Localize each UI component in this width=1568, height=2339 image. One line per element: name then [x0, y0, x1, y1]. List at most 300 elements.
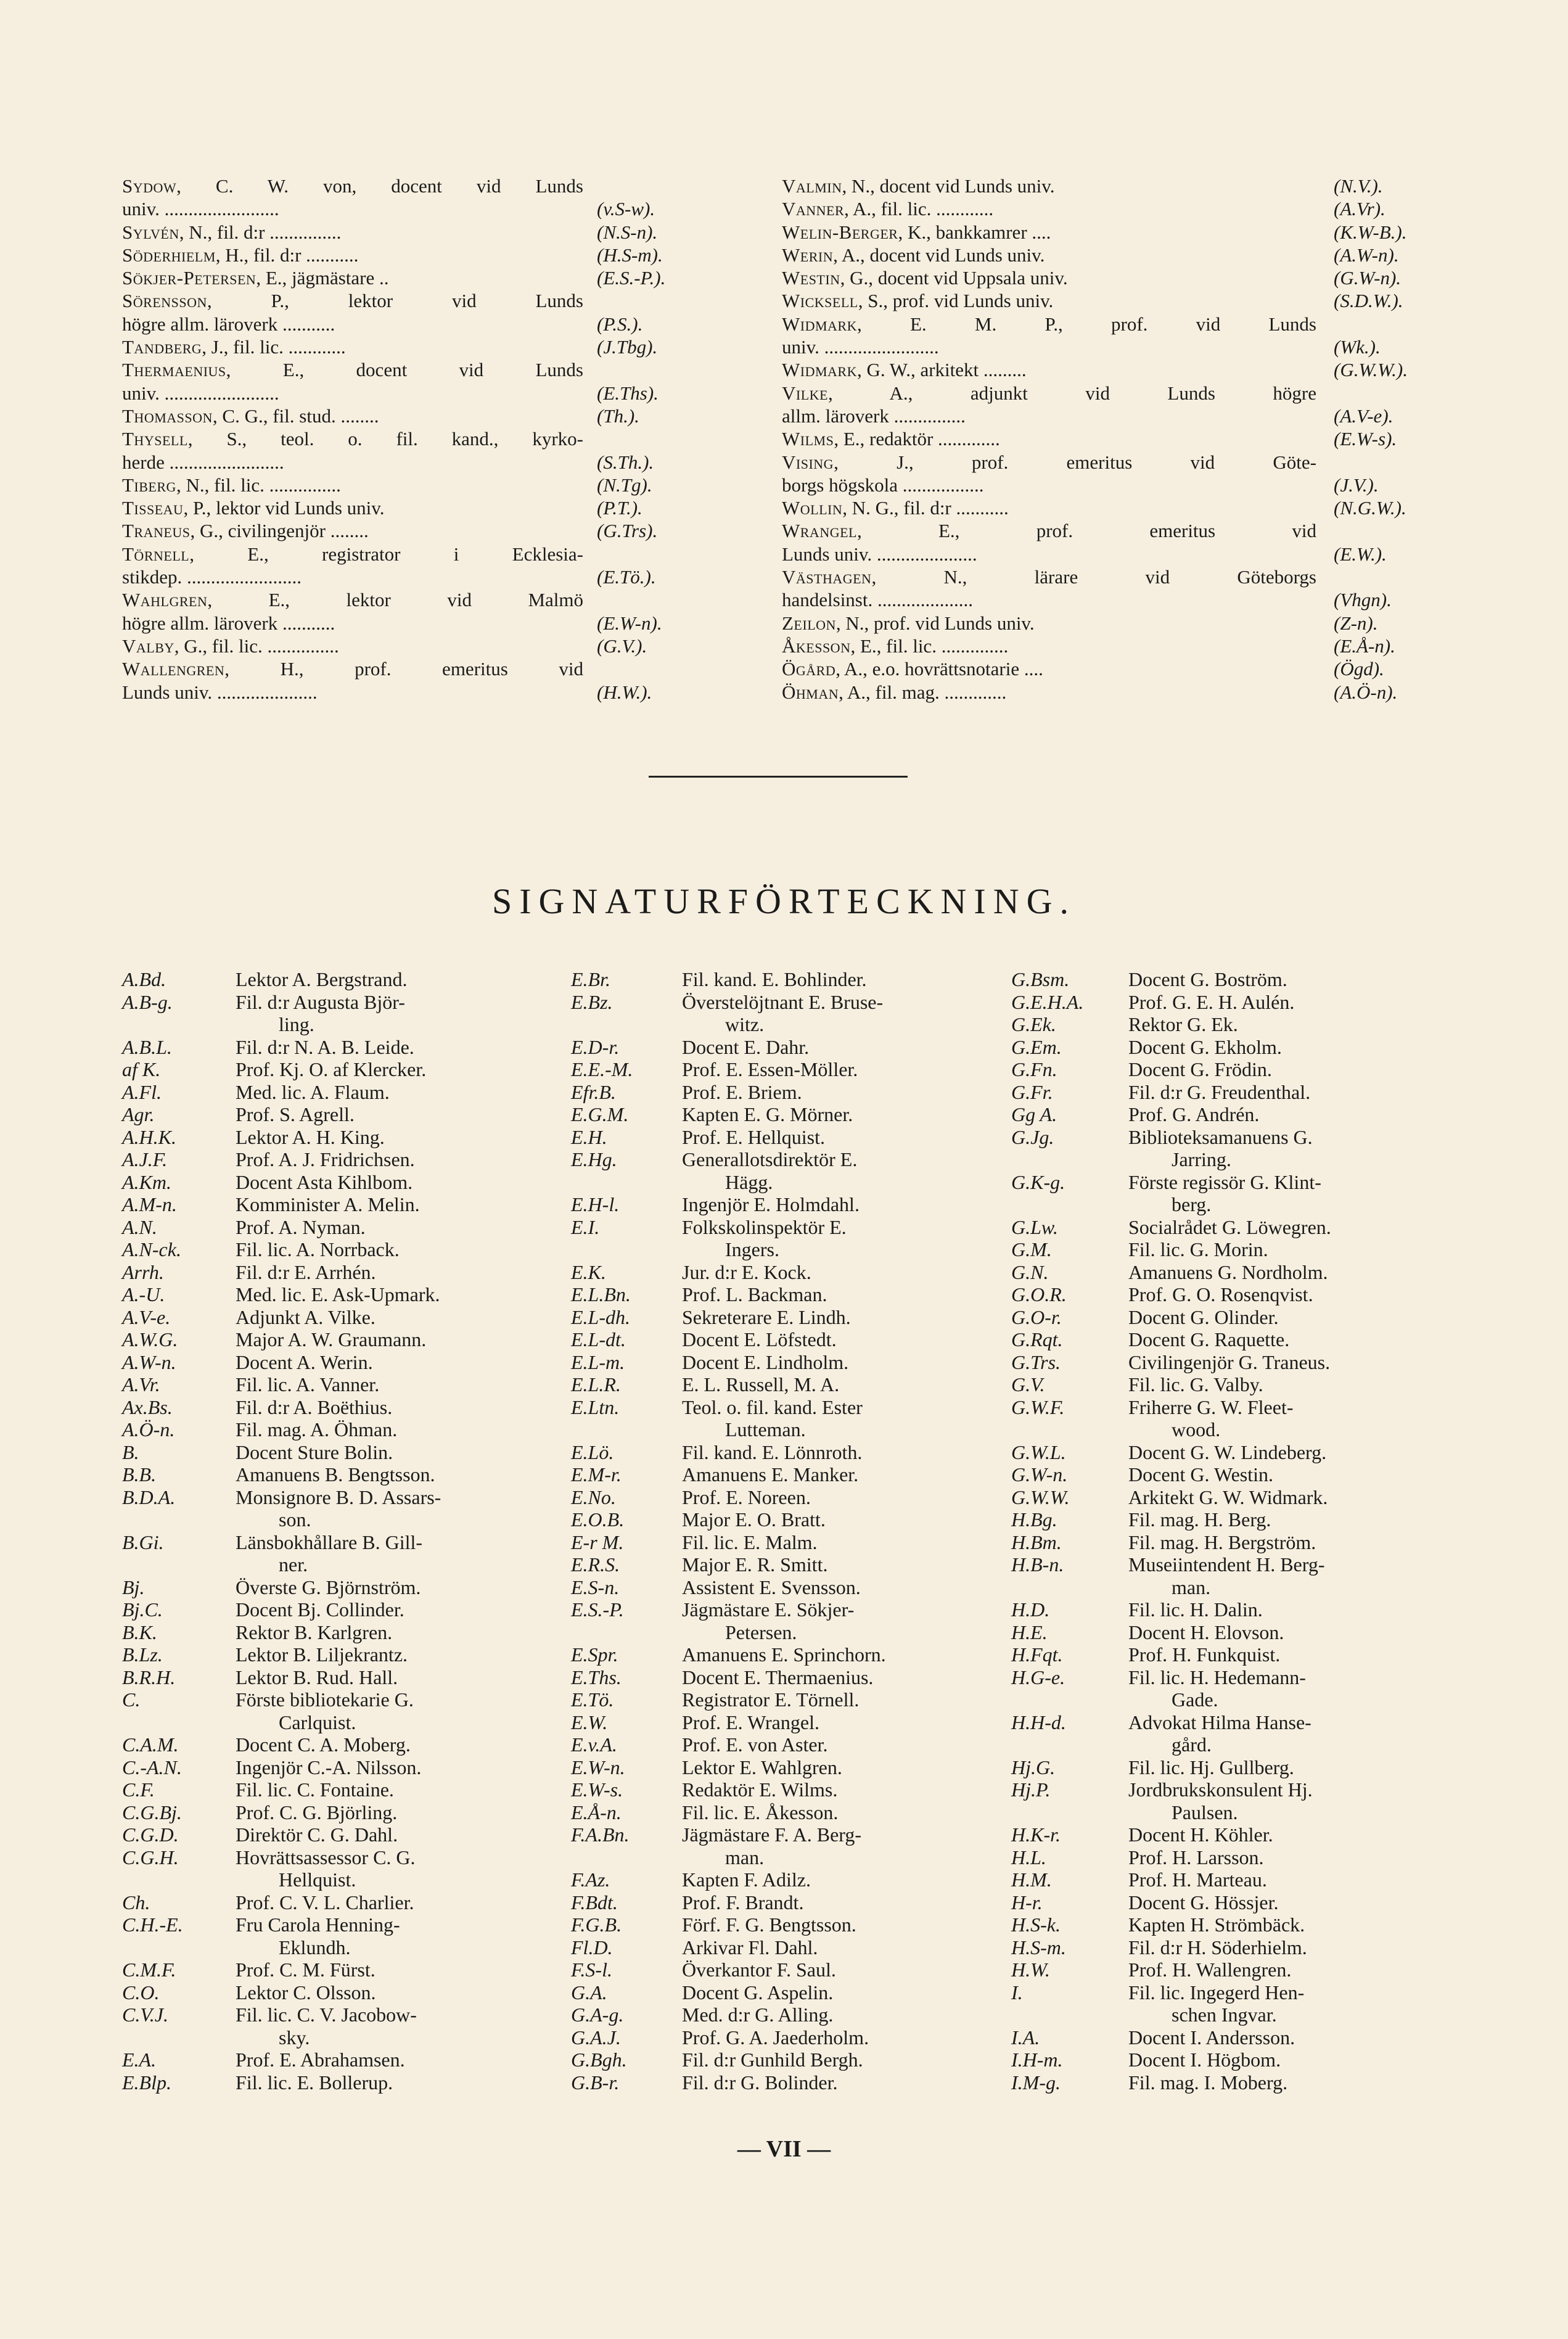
- signature-name-line: Prof. C. G. Björling.: [236, 1801, 398, 1823]
- contributor-text: [122, 543, 583, 589]
- signature-name-line: Amanuens E. Sprinchorn.: [682, 1643, 886, 1666]
- signature-abbreviation: Hj.P.: [1011, 1778, 1051, 1801]
- signature-entry: [122, 1036, 551, 1059]
- signature-abbreviation: B.K.: [122, 1621, 157, 1643]
- signature-entry: [571, 1486, 1003, 1509]
- signature-name-line: Socialrådet G. Löwegren.: [1128, 1215, 1331, 1238]
- contributor-text: [782, 496, 1316, 519]
- contributor-text: [122, 358, 583, 405]
- signature-name-line: Petersen.: [725, 1621, 797, 1643]
- signature-name: [1128, 1283, 1443, 1306]
- signature-abbreviation: E.H.: [571, 1125, 607, 1148]
- signature-name-line: Prof. E. Essen-Möller.: [682, 1058, 858, 1080]
- signature-abbreviation: C.: [122, 1688, 141, 1711]
- signature-name: [1128, 1959, 1443, 1981]
- contributor-signature: (N.G.W.).: [1334, 497, 1406, 519]
- signature-abbreviation: E.W-s.: [571, 1778, 623, 1801]
- signature-entry: [1011, 2071, 1443, 2094]
- signature-name: [682, 1914, 1003, 1936]
- contributor-text: [782, 313, 1316, 359]
- signature-name: [682, 2004, 1003, 2026]
- signature-abbreviation: H.E.: [1011, 1621, 1048, 1643]
- signature-abbreviation: G.W-n.: [1011, 1463, 1068, 1486]
- signature-entry: [1011, 1283, 1443, 1306]
- signature-entry: [571, 1261, 1003, 1284]
- signature-abbreviation: H.Fqt.: [1011, 1643, 1063, 1666]
- signature-name-line: Docent G. Hössjer.: [1128, 1891, 1279, 1914]
- signature-entry: [571, 1801, 1003, 1824]
- signature-name-line: Med. lic. E. Ask-Upmark.: [236, 1283, 440, 1305]
- signature-name-line: Förf. F. G. Bengtsson.: [682, 1914, 856, 1936]
- signature-name: [682, 1328, 1003, 1351]
- contributor-text: [122, 335, 583, 358]
- signature-entry: [1011, 1351, 1443, 1374]
- contributor-surname: Westin: [782, 267, 840, 289]
- signature-name: [1128, 1711, 1443, 1756]
- signature-abbreviation: Arrh.: [122, 1260, 164, 1283]
- signature-abbreviation: C.H.-E.: [122, 1914, 183, 1936]
- contributor-text: [782, 244, 1316, 266]
- signature-abbreviation: E.D-r.: [571, 1035, 620, 1058]
- signature-name: [1128, 2071, 1443, 2094]
- signature-abbreviation: G.K-g.: [1011, 1170, 1065, 1193]
- signature-name: [682, 1959, 1003, 1981]
- signature-abbreviation: B.: [122, 1441, 139, 1463]
- signature-name-line: Fil. lic. A. Vanner.: [236, 1373, 380, 1396]
- signature-abbreviation: H.L.: [1011, 1846, 1046, 1868]
- contributor-line: Wallengren, H., prof. emeritus vid: [122, 658, 583, 680]
- contributor-surname: Zeilon: [782, 612, 836, 634]
- signature-entry: [122, 1733, 551, 1756]
- signature-abbreviation: I.H-m.: [1011, 2049, 1063, 2071]
- signature-entry: [571, 1868, 1003, 1891]
- signature-entry: [122, 1486, 551, 1531]
- contributor-entry: [122, 405, 711, 427]
- contributor-signature: (J.Tbg).: [597, 336, 658, 358]
- signature-abbreviation: G.O.R.: [1011, 1283, 1067, 1305]
- signature-name-line: Teol. o. fil. kand. Ester: [682, 1396, 863, 1418]
- signature-name-line: Ingers.: [725, 1238, 779, 1260]
- contributor-line: Öhman, A., fil. mag. .............: [782, 681, 1007, 703]
- signature-abbreviation: E.M-r.: [571, 1463, 622, 1486]
- contributor-text: [782, 565, 1316, 612]
- signature-name-line: Lektor C. Olsson.: [236, 1981, 376, 2004]
- contributor-entry: [122, 588, 711, 635]
- signature-name: [682, 2026, 1003, 2049]
- contributor-entry: [782, 382, 1435, 428]
- signature-abbreviation: B.D.A.: [122, 1486, 176, 1508]
- contributor-line: Thysell, S., teol. o. fil. kand., kyrko-: [122, 428, 583, 450]
- contributor-signature: (S.Th.).: [597, 451, 654, 473]
- contributor-line: Tandberg, J., fil. lic. ............: [122, 336, 346, 358]
- signature-name: [682, 1778, 1003, 1801]
- signature-abbreviation: G.W.F.: [1011, 1396, 1065, 1418]
- signature-name-line: Kapten H. Strömbäck.: [1128, 1914, 1305, 1936]
- signature-abbreviation: Bj.: [122, 1576, 145, 1598]
- signature-entry: [571, 1463, 1003, 1486]
- signature-abbreviation: A.M-n.: [122, 1193, 177, 1215]
- signature-name-line: Prof. H. Wallengren.: [1128, 1959, 1292, 1981]
- signature-abbreviation: A.Fl.: [122, 1080, 162, 1103]
- contributor-text: [122, 657, 583, 704]
- signature-name: [1128, 1081, 1443, 1104]
- contributor-line: Thermaenius, E., docent vid Lunds: [122, 359, 583, 381]
- signature-abbreviation: E.K.: [571, 1260, 606, 1283]
- signature-entry: [1011, 1103, 1443, 1126]
- signature-entry: [122, 1171, 551, 1194]
- signature-name: [1128, 1508, 1443, 1531]
- signature-entry: [122, 1598, 551, 1621]
- signature-entry: [122, 1463, 551, 1486]
- signature-name: [682, 1373, 1003, 1396]
- signature-entry: [571, 1531, 1003, 1554]
- signature-name-line: Fil. lic. E. Bollerup.: [236, 2071, 393, 2094]
- signature-entry: [1011, 1508, 1443, 1531]
- signature-abbreviation: A.B.L.: [122, 1035, 172, 1058]
- signature-name: [236, 1846, 551, 1891]
- contributor-entry: [782, 635, 1435, 657]
- signature-name: [236, 1914, 551, 1959]
- contributor-signature: (N.Tg).: [597, 474, 652, 496]
- signature-name: [236, 1688, 551, 1733]
- signature-entry: [571, 1576, 1003, 1599]
- signature-name-line: Prof. G. E. H. Aulén.: [1128, 990, 1295, 1013]
- signature-entry: [1011, 1036, 1443, 1059]
- contributor-entry: [122, 496, 711, 519]
- contributor-surname: Wrangel: [782, 520, 857, 542]
- signature-name: [682, 1283, 1003, 1306]
- signature-name: [682, 1441, 1003, 1464]
- signature-name: [682, 2049, 1003, 2071]
- signature-name: [236, 1778, 551, 1801]
- signature-entry: [1011, 1914, 1443, 1936]
- signature-entry: [1011, 1463, 1443, 1486]
- signature-name: [682, 1531, 1003, 1554]
- signature-name: [682, 1081, 1003, 1104]
- signature-name-line: Prof. C. V. L. Charlier.: [236, 1891, 414, 1914]
- signature-name-line: Arkivar Fl. Dahl.: [682, 1936, 818, 1959]
- signature-entry: [1011, 1846, 1443, 1869]
- signature-abbreviation: A.Km.: [122, 1170, 171, 1193]
- contributor-surname: Vising: [782, 451, 834, 473]
- signature-entry: [571, 991, 1003, 1036]
- contributor-surname: Törnell: [122, 543, 190, 565]
- signature-name: [1128, 1868, 1443, 1891]
- signature-abbreviation: E.L-dt.: [571, 1328, 626, 1350]
- signature-name: [236, 1103, 551, 1126]
- signature-entry: [122, 1778, 551, 1801]
- signature-entry: [122, 1261, 551, 1284]
- contributor-signature: (v.S-w).: [597, 198, 655, 220]
- signature-name: [236, 2049, 551, 2071]
- signature-name: [682, 1553, 1003, 1576]
- signature-abbreviation: F.S-l.: [571, 1959, 612, 1981]
- signature-name: [682, 1891, 1003, 1914]
- signature-name: [682, 1576, 1003, 1599]
- signature-name-line: Jägmästare F. A. Berg-: [682, 1823, 862, 1846]
- contributor-surname: Widmark: [782, 359, 857, 381]
- contributor-text: [782, 451, 1316, 497]
- signature-entry: [1011, 1261, 1443, 1284]
- contributor-entry: [122, 543, 711, 589]
- contributor-entry: [122, 519, 711, 542]
- signature-abbreviation: H.G-e.: [1011, 1666, 1065, 1688]
- contributor-signature: (G.Trs).: [597, 520, 658, 542]
- signature-name: [1128, 1486, 1443, 1509]
- signature-name-line: Fil. lic. H. Hedemann-: [1128, 1666, 1306, 1688]
- signature-name-line: Prof. E. Noreen.: [682, 1486, 811, 1508]
- signature-abbreviation: E-r M.: [571, 1531, 624, 1553]
- signature-name-line: Docent G. Ekholm.: [1128, 1035, 1282, 1058]
- contributor-entry: [782, 244, 1435, 266]
- signature-entry: [122, 1688, 551, 1733]
- signature-entry: [571, 1711, 1003, 1734]
- signature-abbreviation: Efr.B.: [571, 1080, 616, 1103]
- contributor-text: [122, 405, 583, 427]
- signature-name-line: Fru Carola Henning-: [236, 1914, 400, 1936]
- contributor-signature: (E.W.).: [1334, 543, 1387, 565]
- signature-name: [236, 1216, 551, 1239]
- signature-name-line: Rektor G. Ek.: [1128, 1013, 1238, 1035]
- signature-name: [682, 1351, 1003, 1374]
- signature-entry: [1011, 1126, 1443, 1171]
- signature-name: [1128, 1891, 1443, 1914]
- signature-name-line: Fil. d:r E. Arrhén.: [236, 1260, 376, 1283]
- signature-abbreviation: A.B-g.: [122, 990, 173, 1013]
- signature-entry: [571, 1643, 1003, 1666]
- signature-name-line: Fil. d:r G. Freudenthal.: [1128, 1080, 1311, 1103]
- signature-entry: [122, 1103, 551, 1126]
- signature-name-line: Kapten E. G. Mörner.: [682, 1103, 853, 1125]
- signature-name-line: Museiintendent H. Berg-: [1128, 1553, 1325, 1576]
- signature-entry: [571, 1126, 1003, 1149]
- signature-name-line: Friherre G. W. Fleet-: [1128, 1396, 1294, 1418]
- signature-name-line: Docent Bj. Collinder.: [236, 1598, 404, 1621]
- signature-name: [682, 1643, 1003, 1666]
- signature-column-2: [571, 968, 1003, 2094]
- signature-name-line: Amanuens E. Manker.: [682, 1463, 859, 1486]
- contributor-surname: Valby: [122, 635, 174, 657]
- contributor-line: Åkesson, E., fil. lic. ..............: [782, 635, 1009, 657]
- signature-abbreviation: B.Gi.: [122, 1531, 164, 1553]
- signature-entry: [122, 2004, 551, 2049]
- contributor-entry: [782, 427, 1435, 450]
- signature-abbreviation: F.G.B.: [571, 1914, 622, 1936]
- contributor-line: Valmin, N., docent vid Lunds univ.: [782, 175, 1055, 197]
- signature-abbreviation: G.W.L.: [1011, 1441, 1066, 1463]
- signature-entry: [571, 1081, 1003, 1104]
- signature-entry: [122, 991, 551, 1036]
- contributor-signature: (E.Tö.).: [597, 566, 656, 588]
- contributor-surname: Wicksell: [782, 290, 858, 312]
- signature-name: [1128, 1823, 1443, 1846]
- signature-name: [236, 1576, 551, 1599]
- signature-name-line: Prof. L. Backman.: [682, 1283, 827, 1305]
- contributor-entry: [782, 358, 1435, 381]
- contributor-text: [122, 175, 583, 221]
- contributor-line: Vanner, A., fil. lic. ............: [782, 198, 994, 220]
- contributor-surname: Tisseau: [122, 497, 184, 519]
- contributor-line: Werin, A., docent vid Lunds univ.: [782, 244, 1045, 266]
- contributor-entry: [782, 175, 1435, 197]
- signature-entry: [571, 1373, 1003, 1396]
- signature-entry: [122, 1126, 551, 1149]
- contributor-line: Tisseau, P., lektor vid Lunds univ.: [122, 497, 385, 519]
- contributor-line: Traneus, G., civilingenjör ........: [122, 520, 369, 542]
- signature-name: [236, 1959, 551, 1981]
- signature-abbreviation: Gg A.: [1011, 1103, 1057, 1125]
- signature-abbreviation: C.V.J.: [122, 2004, 168, 2026]
- signature-entry: [122, 1081, 551, 1104]
- signature-name: [236, 1733, 551, 1756]
- signature-name-line: berg.: [1172, 1193, 1212, 1215]
- signature-name-line: Docent G. Westin.: [1128, 1463, 1274, 1486]
- contributor-surname: Sökjer-Petersen: [122, 267, 257, 289]
- contributor-entry: [782, 221, 1435, 244]
- signature-name-line: Redaktör E. Wilms.: [682, 1778, 838, 1801]
- signature-abbreviation: E.Lö.: [571, 1441, 614, 1463]
- contributor-signature: (Z-n).: [1334, 612, 1378, 634]
- signature-name: [1128, 1396, 1443, 1441]
- signature-entry: [571, 1306, 1003, 1329]
- signature-abbreviation: Ch.: [122, 1891, 150, 1914]
- contributor-signature: (Wk.).: [1334, 336, 1381, 358]
- signature-name-line: Ingenjör E. Holmdahl.: [682, 1193, 860, 1215]
- contributor-text: [122, 588, 583, 635]
- signature-abbreviation: E.No.: [571, 1486, 616, 1508]
- contributor-line: univ. ........................: [122, 382, 279, 404]
- contributor-entry: [122, 335, 711, 358]
- signature-abbreviation: H.D.: [1011, 1598, 1050, 1621]
- signature-name-line: gård.: [1172, 1733, 1212, 1756]
- signature-name: [236, 1463, 551, 1486]
- signature-name-line: Prof. Kj. O. af Klercker.: [236, 1058, 427, 1080]
- signature-name: [1128, 1013, 1443, 1036]
- contributor-surname: Tandberg: [122, 336, 202, 358]
- signature-entry: [1011, 1666, 1443, 1711]
- signature-entry: [571, 1328, 1003, 1351]
- signature-entry: [571, 2071, 1003, 2094]
- signature-entry: [571, 1823, 1003, 1868]
- signature-name: [1128, 1058, 1443, 1081]
- signature-name-line: Fil. lic. E. Åkesson.: [682, 1801, 839, 1823]
- signature-entry: [1011, 1486, 1443, 1509]
- signature-name-line: Docent G. Raquette.: [1128, 1328, 1290, 1350]
- signature-name-line: Förste bibliotekarie G.: [236, 1688, 414, 1711]
- contributor-entry: [122, 427, 711, 474]
- signature-name-line: Prof. H. Larsson.: [1128, 1846, 1264, 1868]
- signature-entry: [1011, 1058, 1443, 1081]
- signature-name: [1128, 1643, 1443, 1666]
- signature-entry: [1011, 1621, 1443, 1644]
- signature-abbreviation: G.Lw.: [1011, 1215, 1058, 1238]
- signature-entry: [122, 968, 551, 991]
- signature-name-line: Docent E. Dahr.: [682, 1035, 810, 1058]
- contributor-text: [122, 289, 583, 335]
- contributor-line: Lunds univ. .....................: [782, 543, 977, 565]
- signature-entry: [122, 1058, 551, 1081]
- signature-name: [236, 1058, 551, 1081]
- signature-name: [236, 1801, 551, 1824]
- signature-name: [236, 1891, 551, 1914]
- contributor-entry: [122, 657, 711, 704]
- contributor-text: [782, 358, 1316, 381]
- contributor-surname: Thomasson: [122, 405, 213, 427]
- contributor-line: Vising, J., prof. emeritus vid Göte-: [782, 451, 1316, 473]
- signature-entry: [1011, 1981, 1443, 2026]
- signature-abbreviation: A.Ö-n.: [122, 1418, 175, 1441]
- signature-abbreviation: G.Fn.: [1011, 1058, 1057, 1080]
- contributor-surname: Söderhielm: [122, 244, 216, 266]
- contributor-surname: Wollin: [782, 497, 843, 519]
- signature-name: [682, 1868, 1003, 1891]
- signature-name-line: Docent G. Boström.: [1128, 968, 1287, 990]
- signature-name: [1128, 1171, 1443, 1216]
- signature-entry: [571, 1058, 1003, 1081]
- signature-name: [1128, 1621, 1443, 1644]
- signature-name: [236, 1981, 551, 2004]
- signature-entry: [122, 1396, 551, 1419]
- contributor-surname: Thysell: [122, 428, 188, 450]
- signature-name: [682, 1261, 1003, 1284]
- signature-abbreviation: G.Ek.: [1011, 1013, 1056, 1035]
- signature-abbreviation: G.N.: [1011, 1260, 1049, 1283]
- signature-abbreviation: A.-U.: [122, 1283, 165, 1305]
- signature-name: [682, 1598, 1003, 1643]
- signature-name: [236, 2004, 551, 2049]
- signature-entry: [1011, 1643, 1443, 1666]
- signature-entry: [1011, 1238, 1443, 1261]
- signature-name-line: Rektor B. Karlgren.: [236, 1621, 393, 1643]
- signature-abbreviation: Bj.C.: [122, 1598, 163, 1621]
- signature-name-line: Prof. G. O. Rosenqvist.: [1128, 1283, 1313, 1305]
- signature-abbreviation: E.Blp.: [122, 2071, 171, 2094]
- contributor-signature: (Th.).: [597, 405, 639, 427]
- contributor-signature: (E.W-n).: [597, 612, 662, 634]
- signature-abbreviation: E.E.-M.: [571, 1058, 633, 1080]
- signature-entry: [1011, 1823, 1443, 1846]
- signature-entry: [122, 1193, 551, 1216]
- signature-name-line: Lektor B. Rud. Hall.: [236, 1666, 398, 1688]
- contributor-signature: (G.W-n).: [1334, 267, 1402, 289]
- contributor-entry: [782, 681, 1435, 704]
- signature-name: [236, 1261, 551, 1284]
- signature-entry: [122, 2049, 551, 2071]
- contributor-line: högre allm. läroverk ...........: [122, 313, 335, 335]
- signature-name: [682, 1193, 1003, 1216]
- signature-name: [236, 1441, 551, 1464]
- signature-abbreviation: H.M.: [1011, 1868, 1052, 1891]
- signature-abbreviation: E.Bz.: [571, 990, 613, 1013]
- signature-abbreviation: C.-A.N.: [122, 1756, 182, 1778]
- signature-name-line: Fil. lic. C. Fontaine.: [236, 1778, 394, 1801]
- signature-entry: [1011, 1081, 1443, 1104]
- section-heading: SIGNATURFÖRTECKNING.: [491, 881, 1077, 921]
- contributor-text: [122, 427, 583, 474]
- signature-abbreviation: G.Bgh.: [571, 2049, 627, 2071]
- contributor-text: [782, 657, 1316, 680]
- signature-name-line: Registrator E. Törnell.: [682, 1688, 860, 1711]
- contributor-signature: (E.Ths).: [597, 382, 659, 404]
- signature-name: [1128, 991, 1443, 1014]
- contributor-signature: (Ögd).: [1334, 658, 1384, 680]
- contributor-surname: Ögård: [782, 658, 836, 680]
- signature-name: [682, 1801, 1003, 1824]
- signature-abbreviation: A.N.: [122, 1215, 157, 1238]
- contributor-signature: (P.T.).: [597, 497, 642, 519]
- signature-name-line: Arkitekt G. W. Widmark.: [1128, 1486, 1328, 1508]
- signature-name-line: son.: [279, 1508, 311, 1531]
